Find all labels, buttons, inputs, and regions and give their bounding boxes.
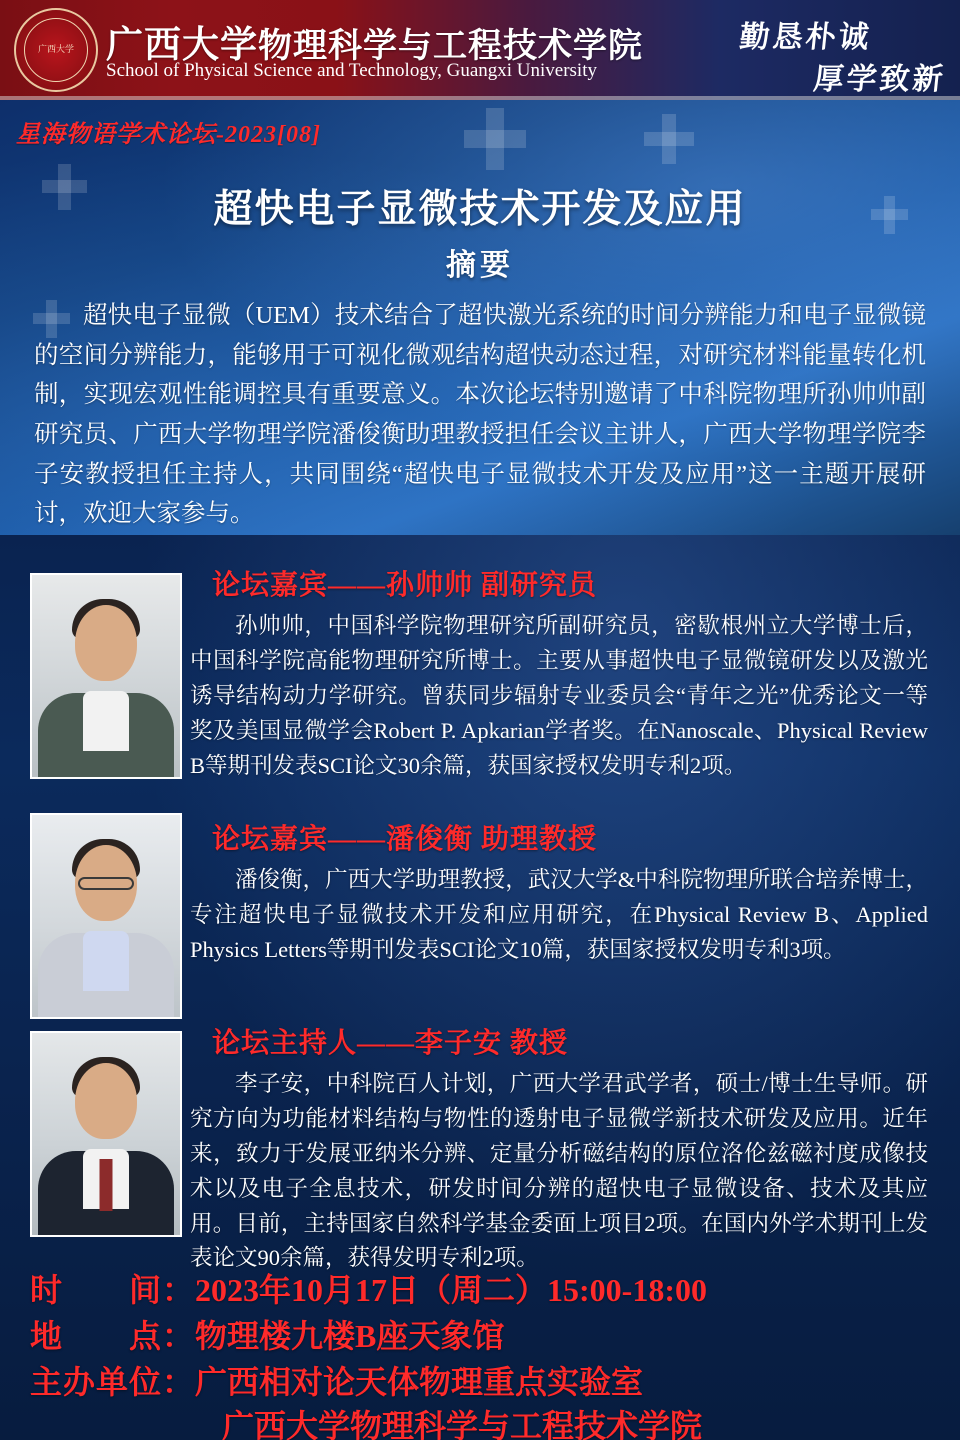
university-logo	[14, 8, 98, 92]
abstract-text: 超快电子显微（UEM）技术结合了超快激光系统的时间分辨能力和电子显微镜的空间分辨能力，能够用于可视化微观结构超快动态过程，对研究材料能量转化机制，实现宏观性能调控具有重要意义。本次论坛特别邀请了中科院物理所孙帅帅副研究员、广西大学物理学院潘俊衡助理教授担任会议主讲人，广西大学物理学院李子安教授担任主持人，共同围绕“超快电子显微技术开发及应用”这一主题开展研讨，欢迎大家参与。	[34, 302, 926, 528]
college-name-cn: 物理科学与工程技术学院	[258, 28, 643, 65]
shirt-shape	[83, 691, 129, 751]
speaker-photo-1	[30, 573, 182, 779]
series-tag: 星海物语学术论坛-2023[08]	[16, 122, 321, 148]
page-header	[0, 0, 960, 100]
glasses-shape	[78, 877, 134, 890]
abstract-heading: 摘要	[446, 249, 514, 282]
decor-cross-1	[486, 108, 504, 170]
event-time-row	[30, 1265, 707, 1311]
event-host-row	[30, 1357, 643, 1403]
head-shape	[75, 605, 137, 681]
motto-line-2: 厚学致新	[811, 63, 948, 96]
page-title: 超快电子显微技术开发及应用	[213, 188, 747, 231]
head-shape	[75, 1063, 137, 1139]
speaker-photo-3	[30, 1031, 182, 1237]
logo-inner-text: 广西大学	[24, 18, 88, 82]
event-info	[0, 1255, 960, 1440]
speaker-bio-3: 李子安，中科院百人计划，广西大学君武学者，硕士/博士生导师。研究方向为功能材料结构与物性的透射电子显微学新技术研发及应用。近年来，致力于发展亚纳米分辨、定量分析磁结构的原位洛伦兹磁衬度成像技术以及电子全息技术，研发时间分辨的超快电子显微设备、技术及其应用。目前，主持国家自然科学基金委面上项目2项。在国内外学术期刊上发表论文90余篇，获得发明专利2项。	[190, 1071, 928, 1271]
event-host-label: 主办单位：	[30, 1364, 196, 1400]
event-host-row-2	[222, 1401, 702, 1440]
event-place-value: 物理楼九楼B座天象馆	[195, 1318, 505, 1354]
shirt-shape	[83, 931, 129, 991]
speaker-title-2: 论坛嘉宾——潘俊衡 助理教授	[212, 824, 598, 855]
event-time-label: 时 间：	[30, 1272, 196, 1308]
event-place-label: 地 点：	[30, 1318, 196, 1354]
banner-section	[0, 100, 960, 535]
event-host-value-1: 广西相对论天体物理重点实验室	[195, 1364, 644, 1400]
decor-cross-2	[662, 114, 676, 164]
speaker-bio-1: 孙帅帅，中国科学院物理研究所副研究员，密歇根州立大学博士后，中国科学院高能物理研究所博士。主要从事超快电子显微镜研发以及激光诱导结构动力学研究。曾获同步辐射专业委员会“青年之光”优秀论文一等奖及美国显微学会Robert P. Apkarian学者奖。在Nanoscale、Physical Review B等期刊发表SCI论文30余篇，获国家授权发明专利2项。	[190, 613, 928, 778]
speakers-section	[0, 535, 960, 1440]
speaker-title-1: 论坛嘉宾——孙帅帅 副研究员	[212, 570, 598, 601]
event-host-value-2: 广西大学物理科学与工程技术学院	[222, 1408, 703, 1440]
event-place-row	[30, 1311, 504, 1357]
speaker-bio-2: 潘俊衡，广西大学助理教授，武汉大学&中科院物理所联合培养博士，专注超快电子显微技术开发和应用研究，在Physical Review B、Applied Physics Letters等期刊发表SCI论文10篇，获国家授权发明专利3项。	[190, 867, 928, 962]
speaker-photo-2	[30, 813, 182, 1019]
university-name-cn: 广西大学	[106, 25, 258, 66]
speaker-title-3: 论坛主持人——李子安 教授	[212, 1028, 569, 1059]
header-english-title: School of Physical Science and Technology, Guangxi University	[106, 60, 597, 81]
event-time-value: 2023年10月17日（周二）15:00-18:00	[195, 1272, 707, 1308]
tie-shape	[100, 1159, 113, 1211]
motto-line-1: 勤恳朴诚	[737, 21, 874, 54]
